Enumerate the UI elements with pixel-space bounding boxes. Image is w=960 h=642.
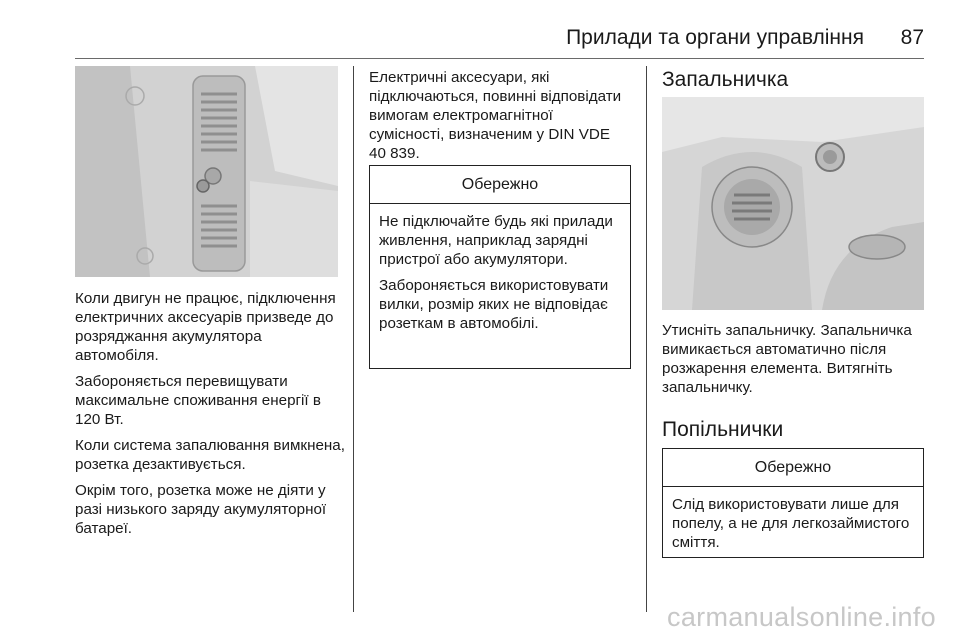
lighter-illustration bbox=[662, 97, 924, 310]
paragraph: Слід використовувати лише для попелу, а не для легкозаймистого сміття. bbox=[672, 496, 910, 551]
page-header bbox=[75, 26, 924, 60]
section-heading-ashtrays: Попільнички bbox=[662, 418, 784, 441]
header-divider bbox=[75, 58, 924, 59]
column-1-text bbox=[75, 289, 345, 545]
paragraph: Забороняється використовувати вилки, розмір яких не відповідає розеткам в автомобілі. bbox=[379, 277, 609, 332]
paragraph: Не підключайте будь які прилади живлення, наприклад зарядні пристрої або акумулятори. bbox=[379, 213, 613, 268]
paragraph: Забороняється перевищувати максимальне споживання енергії в 120 Вт. bbox=[75, 373, 321, 428]
warning-body bbox=[663, 487, 923, 565]
column-3-text bbox=[662, 321, 932, 404]
page-number: 87 bbox=[900, 26, 924, 49]
socket-photo bbox=[75, 66, 338, 277]
warning-box-ashtrays bbox=[662, 448, 924, 558]
warning-box-sockets bbox=[369, 165, 631, 369]
lighter-photo bbox=[662, 97, 924, 310]
warning-body bbox=[370, 204, 630, 346]
watermark: carmanualsonline.info bbox=[667, 602, 936, 632]
paragraph: Коли двигун не працює, підключення електричних аксесуарів призведе до розряджання акумулятора автомобіля. bbox=[75, 290, 336, 364]
paragraph: Електричні аксесуари, які підключаються, повинні відповідати вимогам електромагнітної сумісності, визначеним у DIN VDE 40 839. bbox=[369, 69, 622, 162]
column-divider-1 bbox=[353, 66, 354, 612]
socket-illustration bbox=[75, 66, 338, 277]
paragraph: Утисніть запальничку. Запальничка вимикається автоматично після розжарення елемента. Витягніть запальничку. bbox=[662, 322, 912, 396]
column-divider-2 bbox=[646, 66, 647, 612]
column-2-intro bbox=[369, 68, 631, 170]
paragraph: Окрім того, розетка може не діяти у разі низького заряду акумуляторної батареї. bbox=[75, 482, 327, 537]
header-title: Прилади та органи управління bbox=[566, 26, 864, 49]
section-heading-cigarette-lighter: Запальничка bbox=[662, 68, 789, 91]
paragraph: Коли система запалювання вимкнена, розетка дезактивується. bbox=[75, 437, 345, 473]
warning-title: Обережно bbox=[370, 166, 630, 204]
warning-title: Обережно bbox=[663, 449, 923, 487]
